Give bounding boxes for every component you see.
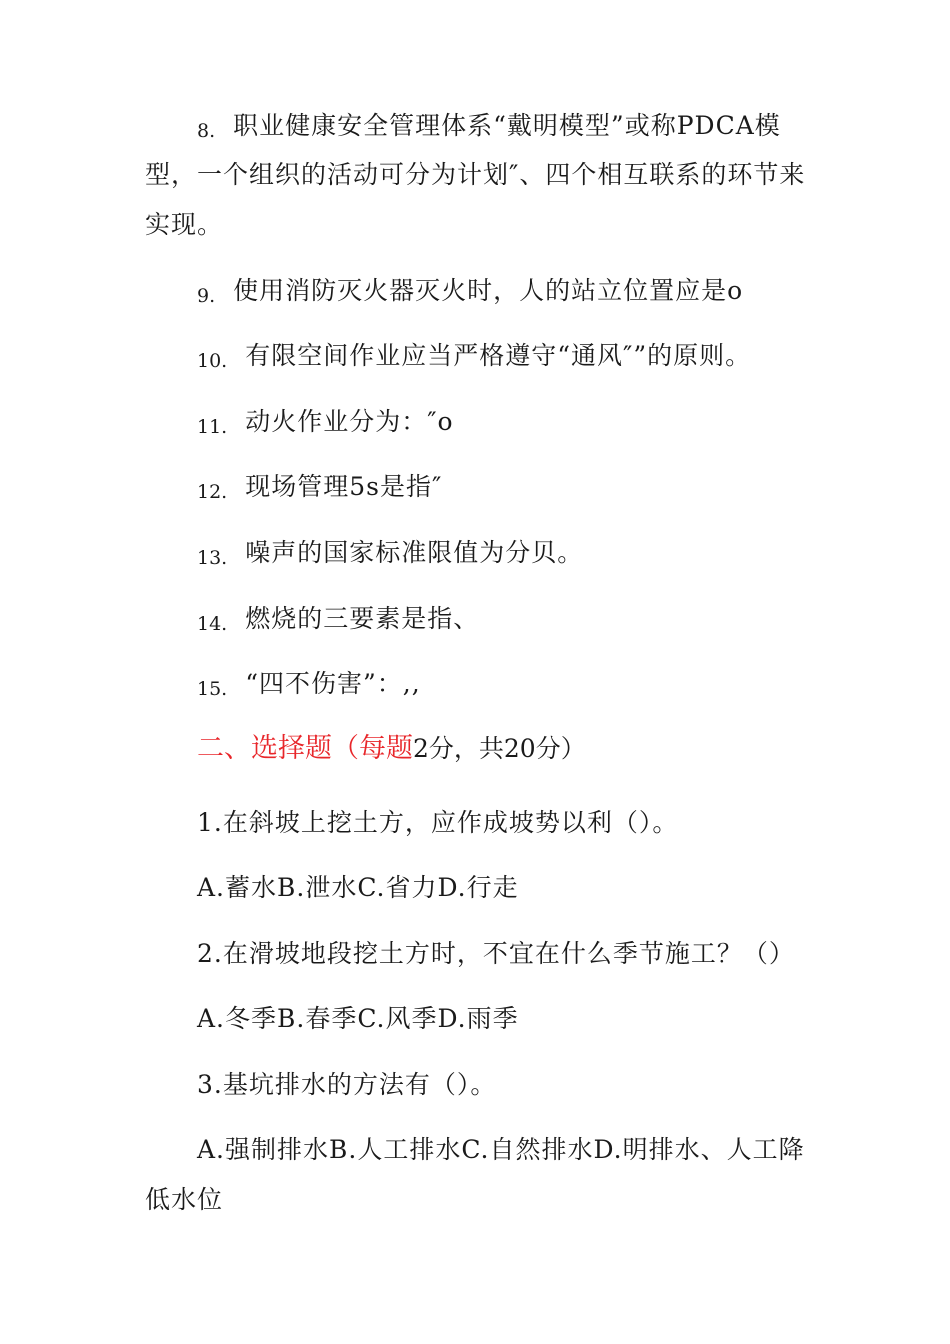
question-text: 噪声的国家标准限值为分贝。 <box>245 538 584 567</box>
question-number: 9. <box>197 285 216 307</box>
question-number: 12. <box>197 481 228 503</box>
choice-question-3-options: A.强制排水B.人工排水C.自然排水D.明排水、人工降 <box>197 1135 805 1164</box>
section-title-red: 二、选择题（每题 <box>197 733 413 764</box>
question-number: 13. <box>197 547 228 569</box>
question-text: 现场管理5s是指″ <box>245 472 443 501</box>
choice-question-2-stem: 2.在滑坡地段挖土方时，不宜在什么季节施工？（） <box>197 939 795 968</box>
question-text: 燃烧的三要素是指、 <box>245 604 480 633</box>
fill-question-8 <box>197 109 781 148</box>
section-title-score: 2分，共20分） <box>413 734 586 763</box>
fill-question-8-line3: 实现。 <box>145 210 224 239</box>
fill-question-15 <box>197 667 421 706</box>
question-text: 有限空间作业应当严格遵守“通风″”的原则。 <box>245 341 752 370</box>
fill-question-11 <box>197 405 454 444</box>
fill-question-13 <box>197 536 583 575</box>
question-text: 职业健康安全管理体系“戴明模型”或称PDCA模 <box>233 111 781 140</box>
question-text: 动火作业分为：″o <box>245 407 454 436</box>
fill-question-12 <box>197 470 442 509</box>
choice-question-3-stem: 3.基坑排水的方法有（）。 <box>197 1070 497 1099</box>
fill-question-10 <box>197 339 751 378</box>
choice-question-3-options-line2: 低水位 <box>145 1185 224 1214</box>
fill-question-9 <box>197 274 743 313</box>
choice-question-2-options: A.冬季B.春季C.风季D.雨季 <box>197 1004 519 1033</box>
question-text: 使用消防灭火器灭火时，人的站立位置应是o <box>233 276 744 305</box>
question-number: 11. <box>197 416 228 438</box>
fill-question-14 <box>197 602 479 641</box>
choice-question-1-options: A.蓄水B.泄水C.省力D.行走 <box>197 873 519 902</box>
choice-question-1-stem: 1.在斜坡上挖土方，应作成坡势以利（）。 <box>197 808 679 837</box>
question-number: 14. <box>197 613 228 635</box>
question-number: 8. <box>197 120 216 142</box>
question-number: 15. <box>197 678 228 700</box>
question-number: 10. <box>197 350 228 372</box>
section-heading <box>197 731 586 767</box>
question-text: “四不伤害”：,, <box>245 669 421 698</box>
fill-question-8-line2: 型，一个组织的活动可分为计划″、四个相互联系的环节来 <box>145 160 806 189</box>
